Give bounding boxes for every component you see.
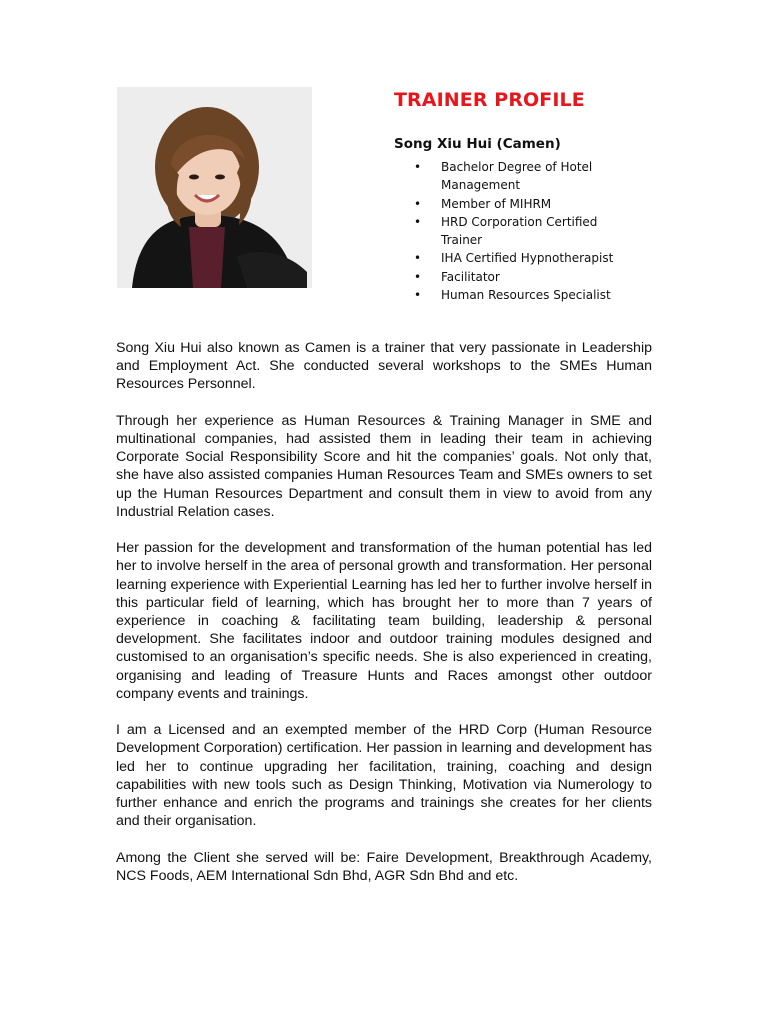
paragraph-intro: Song Xiu Hui also known as Camen is a trainer that very passionate in Leadership and Employment Act. She conducted several workshops to the SMEs Human Resources Personnel. (116, 340, 652, 393)
qualification-text: Member of MIHRM (441, 196, 552, 211)
list-item (414, 268, 634, 286)
profile-body (116, 339, 652, 903)
qualification-text: Bachelor Degree of Hotel Management (441, 160, 593, 193)
bullet-icon: • (414, 196, 422, 211)
list-item (414, 286, 634, 304)
portrait-illustration (117, 87, 312, 288)
list-item (414, 249, 634, 267)
qualification-text: Human Resources Specialist (441, 288, 611, 303)
paragraph-clients: Among the Client she served will be: Faire Development, Breakthrough Academy, NCS Foods, AEM International Sdn Bhd, AGR Sdn Bhd and etc. (116, 849, 652, 884)
qualifications-list (414, 158, 634, 304)
qualification-text: Facilitator (441, 269, 500, 284)
qualification-text: IHA Certified Hypnotherapist (441, 251, 614, 266)
trainer-photo (117, 87, 312, 288)
list-item (414, 195, 634, 213)
list-item (414, 213, 634, 250)
list-item (414, 158, 634, 195)
page-title: TRAINER PROFILE (394, 89, 585, 111)
paragraph-passion: Her passion for the development and transformation of the human potential has led her to involve herself in the area of personal growth and transformation. Her personal learning experience with Experiential Learning has led her to further involve herself in this particular field of learning, which has brought her to more than 7 years of experience in coaching & facilitating team building, leadership & personal development. She facilitates indoor and outdoor training modules designed and customised to an organisation’s specific needs. She is also experienced in creating, organising and leading of Treasure Hunts and Races amongst other outdoor company events and trainings. (116, 540, 652, 702)
trainer-name: Song Xiu Hui (Camen) (394, 136, 561, 152)
bullet-icon: • (414, 288, 422, 303)
qualification-text: HRD Corporation Certified Trainer (441, 214, 598, 248)
paragraph-certification: I am a Licensed and an exempted member of the HRD Corp (Human Resource Development Corporation) certification. Her passion in learning and development has led her to continue upgrading her facilitation, training, coaching and design capabilities with new tools such as Design Thinking, Motivation via Numerology to further enhance and enrich the programs and trainings she creates for her clients and their organisation. (116, 722, 652, 830)
bullet-icon: • (414, 214, 422, 229)
bullet-icon: • (414, 269, 422, 284)
paragraph-experience: Through her experience as Human Resources & Training Manager in SME and multinational companies, had assisted them in leading their team in achieving Corporate Social Responsibility Score and hit the companies’ goals. Not only that, she have also assisted companies Human Resources Team and SMEs owners to set up the Human Resources Department and consult them in view to avoid from any Industrial Relation cases. (116, 412, 652, 520)
bullet-icon: • (414, 251, 422, 266)
bullet-icon: • (414, 160, 422, 174)
